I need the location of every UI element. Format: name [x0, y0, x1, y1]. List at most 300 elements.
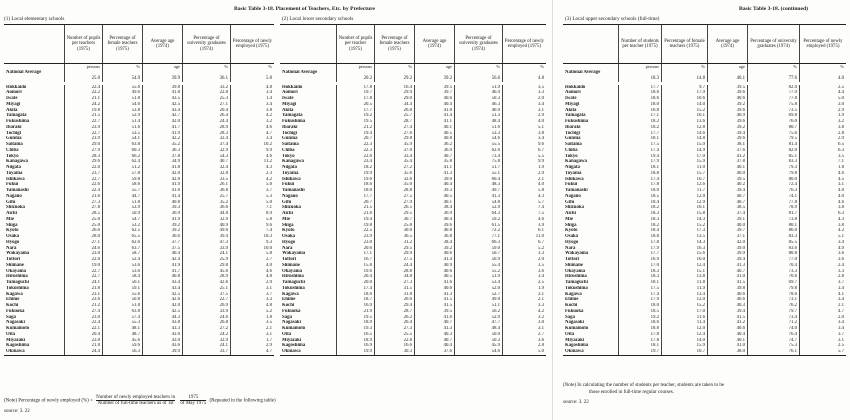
table-cell: 82.0 — [747, 148, 799, 154]
table-cell: 3.3 — [230, 297, 274, 303]
table-cell: 70.4 — [747, 263, 799, 269]
table-cell: 4.0 — [799, 70, 846, 82]
table-header-row — [563, 25, 846, 64]
prefecture-name: Yamagata — [6, 113, 27, 119]
table-cell: 10.2 — [230, 142, 274, 148]
table-cell: 29.5 — [374, 246, 414, 252]
prefecture-name: National Average — [6, 70, 42, 75]
table-cell: 32.9 — [182, 148, 230, 154]
prefecture-name: Shiga — [6, 222, 18, 228]
table-cell: 5.8 — [230, 217, 274, 223]
table-cell: 21.8 — [64, 343, 102, 349]
prefecture-name: Saga — [565, 314, 575, 320]
table-cell: 40.7 — [707, 269, 747, 275]
table-cell: 18.0 — [618, 188, 661, 194]
table-cell: 79.7 — [747, 309, 799, 315]
table-cell: 5.0 — [230, 182, 274, 188]
table-cell: 34.4 — [374, 102, 414, 108]
table-cell: 11.0 — [502, 234, 546, 240]
table-cell: 5.0 — [502, 349, 546, 355]
table-cell: 76.0 — [747, 119, 799, 125]
prefecture-name: Tochigi — [6, 130, 22, 136]
table-cell: 2.0 — [502, 96, 546, 102]
table-cell: 23.0 — [336, 240, 374, 246]
table-cell: 55.2 — [454, 269, 502, 275]
unit-label: persons — [64, 64, 102, 70]
table-cell: 53.2 — [102, 223, 142, 229]
prefecture-name: Hokkaido — [282, 84, 303, 90]
table-cell: 39.0 — [707, 246, 747, 252]
table-cell: 40.8 — [414, 136, 454, 142]
table-cell: 16.5 — [336, 332, 374, 338]
table-cell: 13.8 — [661, 274, 707, 280]
table-cell: 19.7 — [618, 349, 661, 355]
table-cell: 26.8 — [374, 108, 414, 114]
table-cell: 40.8 — [414, 228, 454, 234]
table-cell: 37.1 — [707, 234, 747, 240]
table-cell: 25.1 — [182, 286, 230, 292]
table-cell: 60.4 — [454, 177, 502, 183]
table-cell: 25.7 — [182, 194, 230, 200]
table-cell: 32.9 — [182, 217, 230, 223]
table-cell: 32.9 — [182, 338, 230, 344]
table-cell: 22.7 — [64, 119, 102, 125]
table-cell: 39.3 — [414, 188, 454, 194]
table-cell: 9.6 — [230, 223, 274, 229]
prefecture-name: Kochi — [6, 303, 19, 308]
table-cell: 36.8 — [414, 234, 454, 240]
table-cell: 26.5 — [374, 205, 414, 211]
header-prefecture — [563, 25, 618, 63]
prefecture-name: Shizuoka — [6, 205, 25, 211]
table-cell: 76.3 — [747, 188, 799, 194]
table-cell: 3.4 — [502, 136, 546, 142]
table-cell: 17.1 — [336, 251, 374, 257]
table-cell: 39.2 — [707, 125, 747, 131]
table-cell: 18.4 — [618, 200, 661, 206]
table-cell: 36.1 — [182, 70, 230, 82]
table-cell: 3.5 — [502, 85, 546, 91]
prefecture-name: Shizuoka — [282, 205, 301, 211]
table-cell: 61.5 — [454, 223, 502, 229]
table-cell: 56.3 — [102, 349, 142, 355]
table-cell: 16.7 — [661, 177, 707, 183]
prefecture-name: Niigata — [565, 165, 580, 170]
prefecture-name: Chiba — [6, 147, 19, 153]
note-label: (Note) Percentage of newly employed (%) = — [4, 398, 93, 404]
table-cell: 30.0 — [374, 228, 414, 234]
table-cell: 16.0 — [661, 257, 707, 263]
table-cell: 39.2 — [707, 102, 747, 108]
prefecture-name: Kagoshima — [6, 343, 30, 349]
prefecture-name: Miyagi — [6, 101, 21, 107]
table-cell: 41.5 — [707, 315, 747, 321]
prefecture-name: Niigata — [282, 165, 297, 170]
prefecture-name: Mie — [6, 216, 14, 222]
table-cell: 4.8 — [502, 70, 546, 82]
prefecture-name: Akita — [6, 107, 18, 113]
table-cell: 14.8 — [661, 136, 707, 142]
table-cell: 79.5 — [747, 136, 799, 142]
table-cell: 12.6 — [661, 182, 707, 188]
table-cell: 26.1 — [182, 182, 230, 188]
table-cell: 41.8 — [414, 108, 454, 114]
table-cell: 13.6 — [661, 119, 707, 125]
table-cell: 24.1 — [182, 343, 230, 349]
table-cell: 44.7 — [102, 194, 142, 200]
table-cell: 55.4 — [454, 263, 502, 269]
table-cell: 40.4 — [414, 102, 454, 108]
table-cell: 6.3 — [799, 148, 846, 154]
table-cell: 41.8 — [142, 165, 182, 171]
table-cell: 40.2 — [707, 182, 747, 188]
table-cell: 28.0 — [64, 234, 102, 240]
table-cell: 41.6 — [414, 315, 454, 321]
prefecture-name: Tottori — [6, 257, 21, 262]
prefecture-name: Ibaraki — [565, 124, 581, 130]
table-cell: 37.6 — [414, 349, 454, 355]
prefecture-name: Tochigi — [282, 130, 298, 136]
table-cell: 18.2 — [618, 119, 661, 125]
table-cell: 4.5 — [799, 177, 846, 183]
table-cell: 43.6 — [142, 332, 182, 338]
table-cell: 29.8 — [374, 136, 414, 142]
table-cell: 3.6 — [799, 251, 846, 257]
table-cell: 40.9 — [707, 113, 747, 119]
table-cell: 55.6 — [102, 85, 142, 91]
table-cell: 4.2 — [502, 309, 546, 315]
table-cell: 42.6 — [142, 297, 182, 303]
table-cell: 2.7 — [502, 332, 546, 338]
prefecture-name: Nagano — [282, 193, 298, 199]
table-cell: 5.7 — [502, 200, 546, 206]
prefecture-name: Aomori — [282, 90, 298, 96]
table-cell: 21.5 — [64, 113, 102, 119]
prefecture-name: Osaka — [6, 234, 20, 239]
table-cell: 42.7 — [142, 113, 182, 119]
prefecture-name: Fukui — [282, 182, 295, 188]
table-cell: 29.4 — [374, 303, 414, 309]
table-cell: 18.2 — [336, 165, 374, 171]
table-cell: 18.8 — [618, 234, 661, 240]
prefecture-name: Hiroshima — [6, 274, 28, 280]
table-header-row — [4, 25, 274, 64]
table-cell: 41.5 — [414, 297, 454, 303]
prefecture-name: Tokushima — [6, 285, 29, 291]
table-cell: 27.5 — [374, 194, 414, 200]
table-cell: 48.4 — [454, 119, 502, 125]
table-cell: 58.7 — [102, 251, 142, 257]
table-cell: 18.2 — [618, 223, 661, 229]
table-cell: 41.1 — [414, 165, 454, 171]
table-cell: 44.3 — [142, 315, 182, 321]
table-cell: 14.9 — [661, 148, 707, 154]
table-cell: 47.3 — [182, 240, 230, 246]
table-cell: 4.0 — [502, 119, 546, 125]
table-cell: 48.7 — [102, 332, 142, 338]
table-cell: 3.1 — [230, 332, 274, 338]
table-cell: 65.5 — [102, 234, 142, 240]
table-cell: 19.7 — [336, 90, 374, 96]
column-header: Number of students per teacher (1975) — [618, 25, 661, 63]
table-cell: 40.3 — [414, 332, 454, 338]
table-cell: 18.8 — [618, 171, 661, 177]
table-body — [4, 70, 274, 355]
table-cell: 12.9 — [661, 200, 707, 206]
table-cell: 39.2 — [142, 223, 182, 229]
table-cell: 41.3 — [414, 171, 454, 177]
prefecture-name: Okinawa — [282, 349, 301, 354]
table-cell: 4.7 — [230, 131, 274, 137]
table-cell: 52.9 — [102, 113, 142, 119]
table-cell: 33.7 — [182, 349, 230, 355]
table-cell: 17.9 — [618, 246, 661, 252]
table-cell: 17.4 — [618, 177, 661, 183]
table-cell: 28.3 — [64, 154, 102, 160]
table-cell: 3.6 — [799, 257, 846, 263]
table-cell: 41.5 — [414, 303, 454, 309]
prefecture-name: National Average — [565, 70, 601, 75]
table-cell: 18.3 — [618, 274, 661, 280]
table-cell: 38.4 — [414, 240, 454, 246]
note-repeated: (Repeated in the following table) — [209, 398, 276, 404]
table-cell: 43.3 — [142, 326, 182, 332]
table-cell: 41.0 — [707, 274, 747, 280]
table-cell: 18.9 — [336, 338, 374, 344]
section1-title: (1) Local elementary schools — [4, 16, 65, 22]
table-cell: 75.8 — [454, 159, 502, 165]
table-cell: 40.1 — [707, 165, 747, 171]
table-cell: 21.6 — [64, 194, 102, 200]
table-cell: 10.6 — [661, 96, 707, 102]
table-cell: 30.3 — [374, 349, 414, 355]
table-cell: 19.2 — [336, 113, 374, 119]
note-fraction-tail — [180, 395, 206, 406]
table-cell: 28.7 — [374, 119, 414, 125]
table-cell: 55.6 — [102, 292, 142, 298]
table-cell: 4.0 — [799, 188, 846, 194]
table-cell: 23.0 — [64, 315, 102, 321]
prefecture-name: Shimane — [282, 262, 300, 268]
table-cell: 7.5 — [502, 211, 546, 217]
table-cell: 51.8 — [102, 200, 142, 206]
prefecture-name: Fukushima — [565, 119, 589, 124]
table-cell: 22.7 — [64, 177, 102, 183]
prefecture-name: Iwate — [6, 96, 18, 101]
table-cell: 18.6 — [618, 90, 661, 96]
table-cell: 17.5 — [618, 142, 661, 148]
table-row — [4, 349, 274, 355]
table-cell: 6.5 — [799, 142, 846, 148]
table-cell: 56.1 — [102, 280, 142, 286]
prefecture-name: Oita — [282, 331, 292, 337]
table-cell: 13.5 — [661, 234, 707, 240]
table-cell: 50.3 — [454, 96, 502, 102]
table-cell: 23.0 — [64, 338, 102, 344]
prefecture-name: Saitama — [282, 142, 299, 147]
table-header-row — [280, 25, 546, 64]
table-cell: 9.9 — [230, 148, 274, 154]
table-cell: 17.0 — [661, 154, 707, 160]
prefecture-name: Gunma — [282, 136, 298, 142]
prefecture-name: Aomori — [565, 90, 581, 96]
table-cell: 48.1 — [102, 326, 142, 332]
table-cell: 58.4 — [102, 274, 142, 280]
table-cell: 43.0 — [142, 338, 182, 344]
table-cell: 41.3 — [414, 292, 454, 298]
unit-label: age — [142, 64, 182, 70]
prefecture-name: Nagasaki — [565, 320, 584, 326]
table-cell: 23.9 — [336, 234, 374, 240]
table-cell: 2.1 — [230, 326, 274, 332]
table-cell: 40.6 — [414, 251, 454, 257]
table-cell: 31.5 — [374, 286, 414, 292]
table-cell: 40.6 — [707, 326, 747, 332]
table-cell: 3.4 — [230, 90, 274, 96]
prefecture-name: Miyazaki — [282, 337, 302, 343]
table-cell: 6.7 — [502, 148, 546, 154]
table-cell: 3.3 — [502, 251, 546, 257]
table-cell: 51.1 — [454, 303, 502, 309]
table-cell: 39.1 — [707, 217, 747, 223]
table-cell: 19.3 — [336, 326, 374, 332]
prefecture-name: Nara — [565, 245, 576, 251]
prefecture-name: Wakayama — [6, 251, 30, 257]
table-cell: 41.4 — [414, 113, 454, 119]
table-cell: 23.7 — [64, 171, 102, 177]
table-cell: 41.6 — [414, 280, 454, 286]
table-cell: 74.1 — [747, 194, 799, 200]
prefecture-name: Miyagi — [282, 101, 297, 107]
table-cell: 52.9 — [454, 315, 502, 321]
table-cell: 39.4 — [707, 257, 747, 263]
prefecture-name: Tokyo — [282, 153, 295, 159]
table-cell: 83.3 — [747, 234, 799, 240]
table-cell: 36.8 — [182, 188, 230, 194]
table-cell: 37.0 — [374, 148, 414, 154]
table-cell: 17.4 — [336, 286, 374, 292]
prefecture-name: Ishikawa — [282, 176, 301, 182]
table-cell: 40.4 — [414, 343, 454, 349]
table-cell: 53.6 — [102, 269, 142, 275]
prefecture-name: Kyoto — [282, 228, 295, 234]
table-cell: 83.3 — [747, 159, 799, 165]
table-cell: 22.4 — [64, 320, 102, 326]
table-cell: 39.6 — [707, 119, 747, 125]
table-cell: 25.9 — [182, 257, 230, 263]
table-cell: 2.1 — [502, 177, 546, 183]
table-cell: 45.6 — [182, 269, 230, 275]
table-cell: 5.3 — [230, 194, 274, 200]
table-cell: 73.3 — [747, 269, 799, 275]
table-cell: 70.6 — [747, 274, 799, 280]
unit-label: age — [707, 64, 747, 70]
table-body — [280, 70, 546, 355]
table-cell: 40.6 — [414, 269, 454, 275]
table-cell: 40.8 — [142, 200, 182, 206]
prefecture-name: Tottori — [282, 257, 297, 262]
table-cell: 34.8 — [374, 274, 414, 280]
table-cell: 77.0 — [747, 257, 799, 263]
table-cell: 81.7 — [747, 211, 799, 217]
table-cell: 24.4 — [182, 119, 230, 125]
table-cell: 20.4 — [64, 332, 102, 338]
table-cell: 4.6 — [230, 125, 274, 131]
table-cell: 41.9 — [142, 217, 182, 223]
table-cell: 50.8 — [102, 297, 142, 303]
table-cell: 39.8 — [707, 286, 747, 292]
table-cell: 11.9 — [661, 286, 707, 292]
table-cell: 53.5 — [102, 131, 142, 137]
table-cell: 20.7 — [336, 136, 374, 142]
table-cell: 20.2 — [336, 70, 374, 82]
table-cell: 16.7 — [336, 257, 374, 263]
table-cell: 36.6 — [142, 234, 182, 240]
table-row — [280, 349, 546, 355]
table-cell: 16.9 — [336, 343, 374, 349]
table-cell: 78.6 — [747, 292, 799, 298]
table-cell: 3.3 — [502, 90, 546, 96]
table-cell: 28.5 — [64, 211, 102, 217]
table-cell: 7.4 — [230, 228, 274, 234]
table-cell: 4.8 — [230, 85, 274, 91]
prefecture-name: Shimane — [6, 262, 24, 268]
prefecture-name: Kyoto — [565, 228, 578, 234]
table-cell: 51.9 — [454, 85, 502, 91]
table-cell: 15.9 — [661, 159, 707, 165]
table-cell: 18.1 — [618, 165, 661, 171]
table-cell: 35.9 — [374, 142, 414, 148]
table-cell: 49.0 — [454, 297, 502, 303]
table-cell: 37.7 — [142, 240, 182, 246]
prefecture-name: Saitama — [6, 142, 23, 147]
table-cell: 56.6 — [454, 70, 502, 82]
table-cell: 27.1 — [64, 240, 102, 246]
prefecture-name: Hiroshima — [282, 274, 304, 280]
table-cell: 50.9 — [454, 257, 502, 263]
unit-label: % — [502, 64, 546, 70]
table-cell: 55.7 — [102, 188, 142, 194]
prefecture-name: Kumamoto — [282, 326, 306, 331]
table-cell: 33.9 — [182, 246, 230, 252]
table-cell: 24.6 — [182, 315, 230, 321]
table-cell: 86.0 — [747, 228, 799, 234]
prefecture-name: Hiroshima — [565, 274, 587, 280]
table-cell: 75.8 — [747, 102, 799, 108]
prefecture-name: Miyazaki — [565, 337, 585, 343]
table-cell: 1.9 — [502, 286, 546, 292]
table-cell: 19.8 — [64, 108, 102, 114]
table-cell: 41.6 — [142, 188, 182, 194]
table-cell: 43.6 — [142, 343, 182, 349]
table-cell: 41.9 — [142, 263, 182, 269]
prefecture-name: Aichi — [282, 211, 293, 216]
table-cell: 4.9 — [799, 246, 846, 252]
table-cell: 14.8 — [661, 70, 707, 82]
table-cell: 29.5 — [374, 211, 414, 217]
table-cell: 4.6 — [799, 171, 846, 177]
table-cell: 82.0 — [747, 85, 799, 91]
table-cell: 31.8 — [374, 292, 414, 298]
prefecture-name: Hokkaido — [565, 84, 586, 90]
table-cell: 3.6 — [502, 338, 546, 344]
table-cell: 20.0 — [336, 280, 374, 286]
table-cell: 7.1 — [230, 205, 274, 211]
table-cell: 2.9 — [502, 113, 546, 119]
table-cell: 39.0 — [414, 177, 454, 183]
prefecture-name: Kyoto — [6, 228, 19, 234]
table-cell: 75.6 — [747, 131, 799, 137]
